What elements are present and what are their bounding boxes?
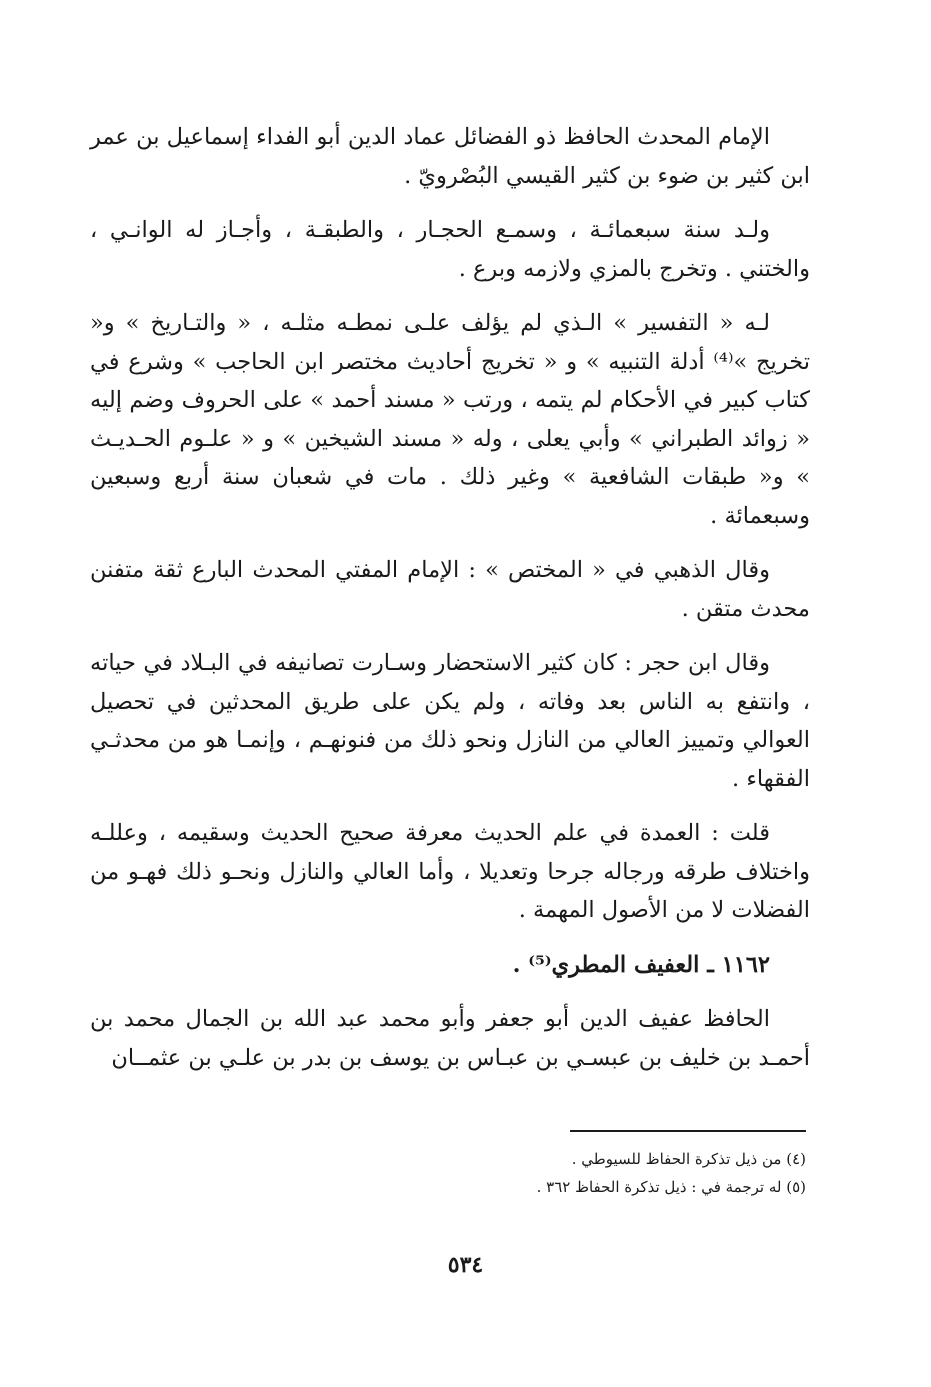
paragraph-author-comment: قلت : العمدة في علم الحديث معرفة صحيح الحديث وسقيمه ، وعللـه واختلاف طرقه ورجاله جرحا وتعديلا ، وأما العالي والنازل ونحـو ذلك فهـو من الفضلات لا من الأصول المهمة . bbox=[90, 820, 810, 923]
entry-heading: ١١٦٢ ـ العفيف المطري⁽⁵⁾ . bbox=[512, 951, 770, 978]
footnote-5: (٥) له ترجمة في : ذيل تذكرة الحفاظ ٣٦٢ . bbox=[536, 1178, 806, 1196]
paragraph-birth-teachers: ولـد سنة سبعمائـة ، وسمـع الحجـار ، والطبقـة ، وأجـاز له الوانـي ، والختني . وتخرج بالمزي ولازمه وبرع . bbox=[90, 217, 810, 282]
main-text bbox=[90, 118, 810, 1093]
paragraph-biography-intro: الإمام المحدث الحافظ ذو الفضائل عماد الدين أبو الفداء إسماعيل بن عمر ابن كثير بن ضوء بن كثير القيسي البُصْرويّ . bbox=[90, 124, 810, 189]
footnote-divider bbox=[570, 1130, 806, 1132]
page-number: ٥٣٤ bbox=[447, 1252, 484, 1278]
paragraph-ibn-hajar-quote: وقال ابن حجر : كان كثير الاستحضار وسـارت تصانيفه في البـلاد في حياته ، وانتفع به الناس بعد وفاته ، ولم يكن على طريق المحدثين في تحصيل العوالي وتمييز العالي من النازل ونحو ذلك من فنونهـم ، وإنمـا هو من محدثـي الفقهاء . bbox=[90, 650, 810, 792]
paragraph-dhahabi-quote: وقال الذهبي في « المختص » : الإمام المفتي المحدث البارع ثقة متفنن محدث متقن . bbox=[90, 557, 810, 622]
footnote-4: (٤) من ذيل تذكرة الحفاظ للسيوطي . bbox=[571, 1150, 806, 1168]
paragraph-works: لـه « التفسير » الـذي لم يؤلف علـى نمطـه مثلـه ، « والتـاريخ » و« تخريج »⁽⁴⁾ أدلة التنبيه » و « تخريج أحاديث مختصر ابن الحاجب » وشرع في كتاب كبير في الأحكام لم يتمه ، ورتب « مسند أحمد » على الحروف وضم إليه « زوائد الطبراني » وأبي يعلى ، وله « مسند الشيخين » و « علـوم الحـديـث » و« طبقات الشافعية » وغير ذلك . مات في شعبان سنة أربع وسبعين وسبعمائة . bbox=[90, 310, 810, 529]
footnotes bbox=[300, 1145, 806, 1201]
paragraph-entry-intro: الحافظ عفيف الدين أبو جعفر وأبو محمد عبد الله بن الجمال محمد بن أحمـد بن خليف بن عبسـي بن عبـاس بن يوسف بن بدر بن علـي بن عثمــان bbox=[90, 1006, 810, 1071]
